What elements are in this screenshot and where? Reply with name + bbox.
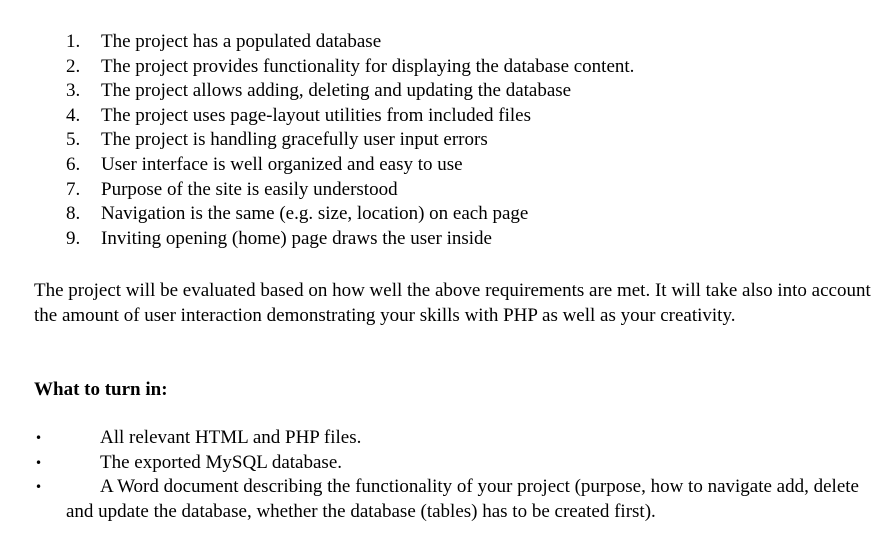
list-item-number: 9. xyxy=(66,227,81,249)
list-item-text: Purpose of the site is easily understood xyxy=(101,178,398,200)
bullet-icon: • xyxy=(35,431,43,445)
list-item-number: 2. xyxy=(66,55,81,77)
evaluation-paragraph: The project will be evaluated based on how well the above requirements are met. It will take also into account the amount of user interaction demonstrating your skills with PHP as well as your creativity. xyxy=(34,280,871,326)
list-item xyxy=(0,451,893,476)
bullet-icon: • xyxy=(35,480,43,495)
list-item-number: 6. xyxy=(66,153,81,175)
list-item-text: The project is handling gracefully user input errors xyxy=(101,129,488,151)
turn-in-list xyxy=(0,426,893,524)
list-item-text: Inviting opening (home) page draws the user inside xyxy=(101,227,492,249)
list-item-text: All relevant HTML and PHP files. xyxy=(100,427,362,448)
bullet-icon: • xyxy=(35,455,43,470)
list-item-text: The exported MySQL database. xyxy=(100,451,342,473)
list-item-text: Navigation is the same (e.g. size, location) on each page xyxy=(101,203,529,225)
list-item-number: 1. xyxy=(66,31,81,52)
list-item-text: The project provides functionality for displaying the database content. xyxy=(101,55,635,77)
list-item-text: The project has a populated database xyxy=(101,31,382,52)
list-item-number: 5. xyxy=(66,129,81,151)
list-item xyxy=(0,475,893,524)
list-item xyxy=(0,426,893,451)
list-item-text: User interface is well organized and easy to use xyxy=(101,153,463,175)
list-item-text: The project allows adding, deleting and updating the database xyxy=(101,80,572,102)
list-item-number: 8. xyxy=(66,203,81,225)
list-item-number: 7. xyxy=(66,178,81,200)
list-item-number: 3. xyxy=(66,80,81,102)
list-item-number: 4. xyxy=(66,104,81,126)
turn-in-heading: What to turn in: xyxy=(34,379,168,400)
list-item-text: The project uses page-layout utilities from included files xyxy=(101,104,532,126)
list-item-text: A Word document describing the functionality of your project (purpose, how to navigate add, delete and update the database, whether the database (tables) has to be created first). xyxy=(66,476,859,522)
